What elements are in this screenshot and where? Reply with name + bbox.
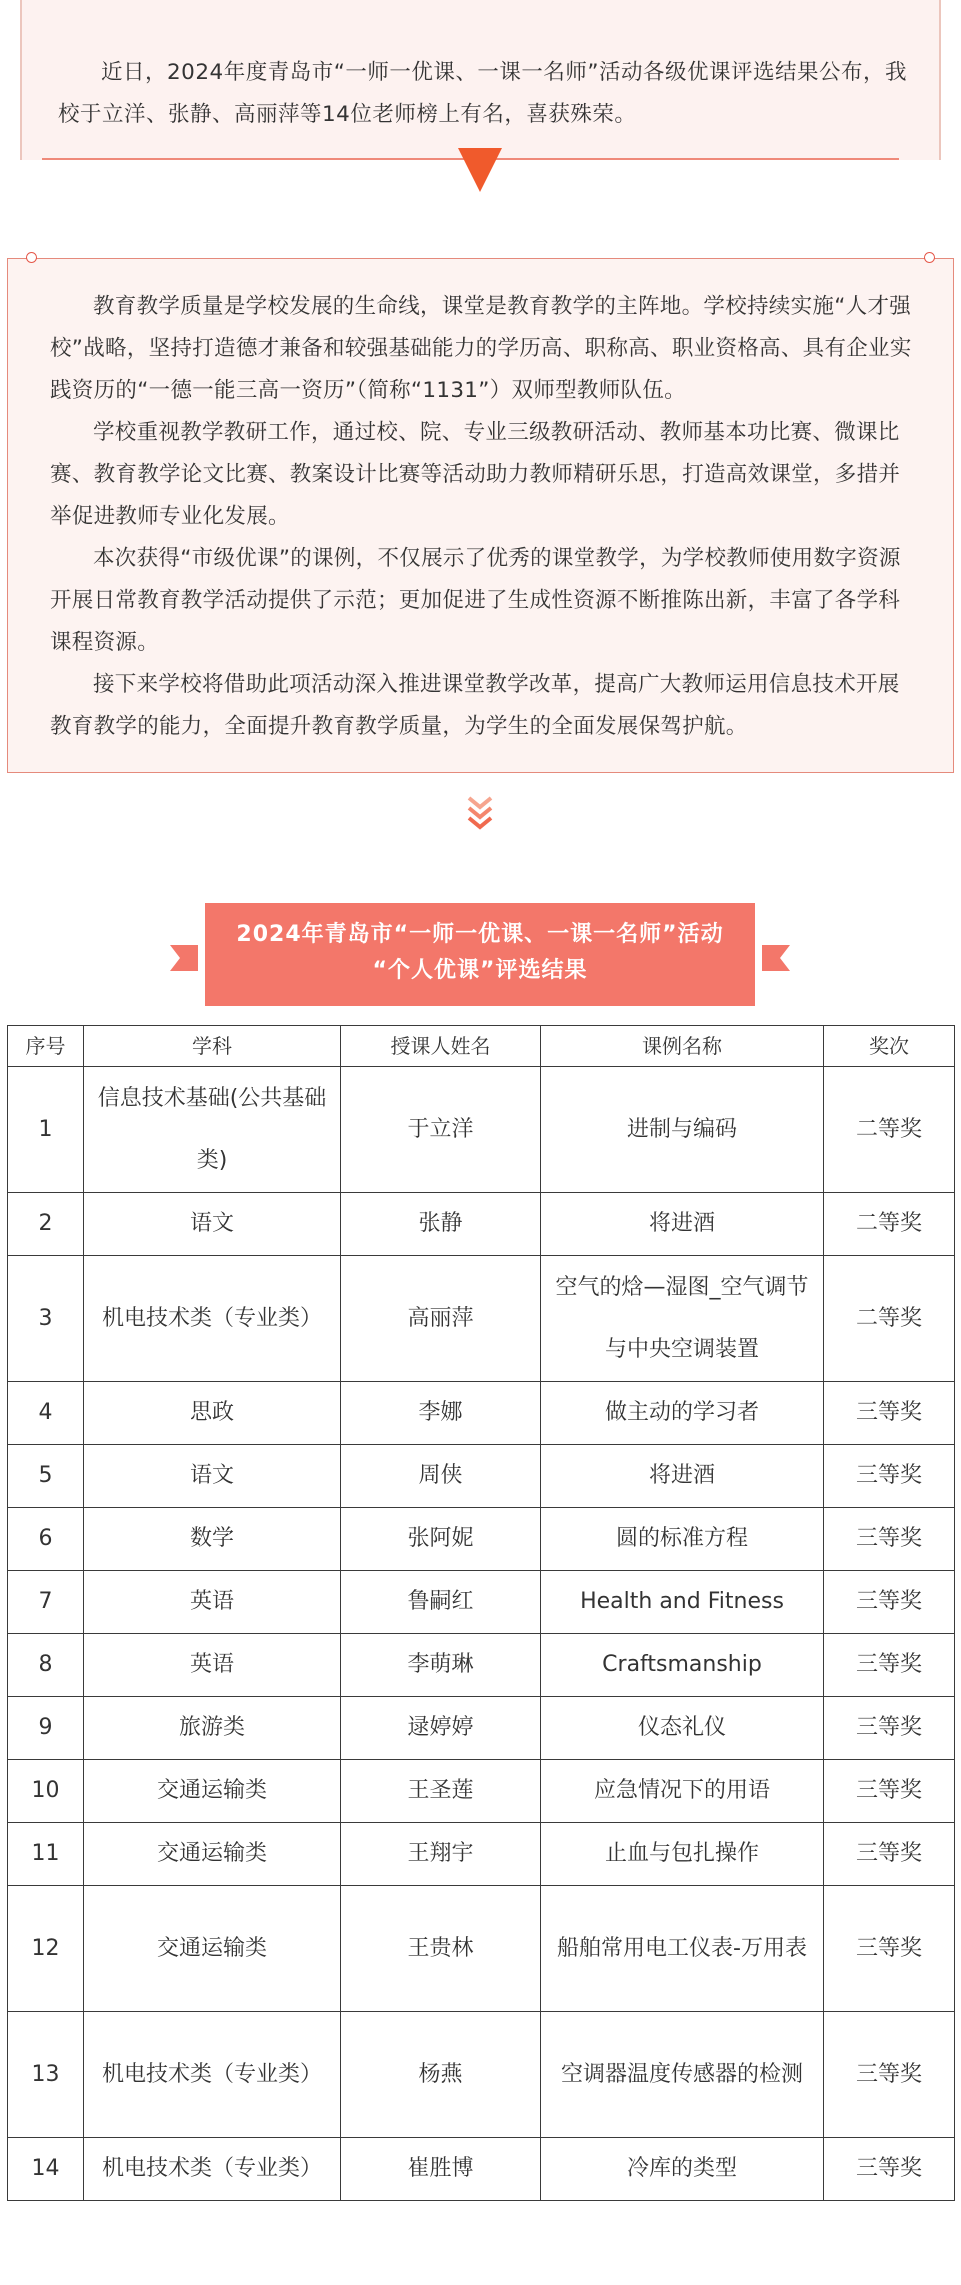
table-cell: 9 <box>8 1697 84 1760</box>
table-cell: 3 <box>8 1256 84 1382</box>
table-cell: 12 <box>8 1886 84 2012</box>
table-cell: 14 <box>8 2138 84 2201</box>
table-cell: 三等奖 <box>824 2138 955 2201</box>
table-cell: 信息技术基础(公共基础类) <box>84 1067 341 1193</box>
banner-line-1: 2024年青岛市“一师一优课、一课一名师”活动 <box>236 922 724 947</box>
table-cell: 交通运输类 <box>84 1760 341 1823</box>
table-cell: 应急情况下的用语 <box>541 1760 824 1823</box>
table-cell: 英语 <box>84 1634 341 1697</box>
table-cell: 将进酒 <box>541 1193 824 1256</box>
table-cell: 7 <box>8 1571 84 1634</box>
table-cell: 机电技术类（专业类） <box>84 2012 341 2138</box>
table-row <box>8 1445 955 1508</box>
table-cell: 4 <box>8 1382 84 1445</box>
table-row <box>8 1382 955 1445</box>
table-cell: 于立洋 <box>341 1067 541 1193</box>
table-row <box>8 1760 955 1823</box>
table-cell: 鲁嗣红 <box>341 1571 541 1634</box>
table-row <box>8 1634 955 1697</box>
table-row <box>8 1067 955 1193</box>
table-row <box>8 1193 955 1256</box>
table-cell: 机电技术类（专业类） <box>84 2138 341 2201</box>
table-cell: 6 <box>8 1508 84 1571</box>
chevron-down-icon <box>466 795 494 831</box>
results-table <box>7 1025 955 2201</box>
corner-dot-icon <box>26 252 37 263</box>
table-cell: 三等奖 <box>824 1445 955 1508</box>
table-cell: 三等奖 <box>824 2012 955 2138</box>
table-cell: 进制与编码 <box>541 1067 824 1193</box>
table-cell: 英语 <box>84 1571 341 1634</box>
table-cell: 三等奖 <box>824 1571 955 1634</box>
corner-dot-icon <box>924 252 935 263</box>
banner-line-2: “个人优课”评选结果 <box>372 958 588 983</box>
table-cell: 8 <box>8 1634 84 1697</box>
body-paragraph: 学校重视教学教研工作，通过校、院、专业三级教研活动、教师基本功比赛、微课比赛、教育教学论文比赛、教案设计比赛等活动助力教师精研乐思，打造高效课堂，多措并举促进教师专业化发展。 <box>50 420 901 529</box>
table-row <box>8 1886 955 2012</box>
table-cell: 三等奖 <box>824 1886 955 2012</box>
table-cell: 仪态礼仪 <box>541 1697 824 1760</box>
table-row <box>8 1697 955 1760</box>
table-cell: 机电技术类（专业类） <box>84 1256 341 1382</box>
table-cell: 二等奖 <box>824 1256 955 1382</box>
content-box <box>7 258 954 773</box>
table-cell: 三等奖 <box>824 1823 955 1886</box>
header-cell: 奖次 <box>824 1026 955 1067</box>
results-title-banner <box>205 903 755 1006</box>
table-row <box>8 1508 955 1571</box>
body-paragraph: 接下来学校将借助此项活动深入推进课堂教学改革，提高广大教师运用信息技术开展教育教学的能力，全面提升教育教学质量，为学生的全面发展保驾护航。 <box>50 672 900 739</box>
intro-box <box>20 0 941 160</box>
header-cell: 课例名称 <box>541 1026 824 1067</box>
table-cell: 李娜 <box>341 1382 541 1445</box>
table-cell: 杨燕 <box>341 2012 541 2138</box>
table-row <box>8 2012 955 2138</box>
intro-text: 近日，2024年度青岛市“一师一优课、一课一名师”活动各级优课评选结果公布，我校于立洋、张静、高丽萍等14位老师榜上有名，喜获殊荣。 <box>58 60 907 127</box>
table-cell: 空调器温度传感器的检测 <box>541 2012 824 2138</box>
table-cell: 数学 <box>84 1508 341 1571</box>
table-cell: 三等奖 <box>824 1634 955 1697</box>
table-cell: 5 <box>8 1445 84 1508</box>
table-cell: 交通运输类 <box>84 1886 341 2012</box>
table-cell: 李萌琳 <box>341 1634 541 1697</box>
table-cell: 张阿妮 <box>341 1508 541 1571</box>
table-cell: 二等奖 <box>824 1193 955 1256</box>
table-cell: 逯婷婷 <box>341 1697 541 1760</box>
table-cell: 13 <box>8 2012 84 2138</box>
table-cell: 崔胜博 <box>341 2138 541 2201</box>
table-cell: 王圣莲 <box>341 1760 541 1823</box>
table-cell: 语文 <box>84 1445 341 1508</box>
table-cell: 周侠 <box>341 1445 541 1508</box>
table-cell: 冷库的类型 <box>541 2138 824 2201</box>
table-cell: 2 <box>8 1193 84 1256</box>
table-cell: 王贵林 <box>341 1886 541 2012</box>
table-cell: 三等奖 <box>824 1508 955 1571</box>
header-cell: 授课人姓名 <box>341 1026 541 1067</box>
table-cell: 空气的焓—湿图_空气调节与中央空调装置 <box>541 1256 824 1382</box>
table-cell: 做主动的学习者 <box>541 1382 824 1445</box>
header-cell: 学科 <box>84 1026 341 1067</box>
table-row <box>8 2138 955 2201</box>
ribbon-flag-icon <box>762 945 790 971</box>
table-cell: Craftsmanship <box>541 1634 824 1697</box>
table-cell: 10 <box>8 1760 84 1823</box>
table-cell: 船舶常用电工仪表-万用表 <box>541 1886 824 2012</box>
table-row <box>8 1571 955 1634</box>
header-cell: 序号 <box>8 1026 84 1067</box>
body-paragraph: 教育教学质量是学校发展的生命线，课堂是教育教学的主阵地。学校持续实施“人才强校”战略，坚持打造德才兼备和较强基础能力的学历高、职称高、职业资格高、具有企业实践资历的“一德一能三高一资历”（简称“1131”）双师型教师队伍。 <box>50 294 912 403</box>
down-triangle-icon <box>458 148 502 192</box>
table-cell: 二等奖 <box>824 1067 955 1193</box>
table-header-row <box>8 1026 955 1067</box>
table-cell: 交通运输类 <box>84 1823 341 1886</box>
ribbon-flag-icon <box>170 945 198 971</box>
table-row <box>8 1823 955 1886</box>
table-cell: 高丽萍 <box>341 1256 541 1382</box>
table-cell: 三等奖 <box>824 1697 955 1760</box>
table-cell: 旅游类 <box>84 1697 341 1760</box>
table-cell: 止血与包扎操作 <box>541 1823 824 1886</box>
table-row <box>8 1256 955 1382</box>
table-cell: 王翔宇 <box>341 1823 541 1886</box>
body-paragraph: 本次获得“市级优课”的课例，不仅展示了优秀的课堂教学，为学校教师使用数字资源开展日常教育教学活动提供了示范；更加促进了生成性资源不断推陈出新，丰富了各学科课程资源。 <box>50 546 901 655</box>
table-cell: 语文 <box>84 1193 341 1256</box>
table-cell: 11 <box>8 1823 84 1886</box>
table-cell: 将进酒 <box>541 1445 824 1508</box>
table-cell: 三等奖 <box>824 1382 955 1445</box>
table-cell: 1 <box>8 1067 84 1193</box>
table-cell: 圆的标准方程 <box>541 1508 824 1571</box>
table-cell: 张静 <box>341 1193 541 1256</box>
table-cell: 三等奖 <box>824 1760 955 1823</box>
table-cell: Health and Fitness <box>541 1571 824 1634</box>
table-cell: 思政 <box>84 1382 341 1445</box>
